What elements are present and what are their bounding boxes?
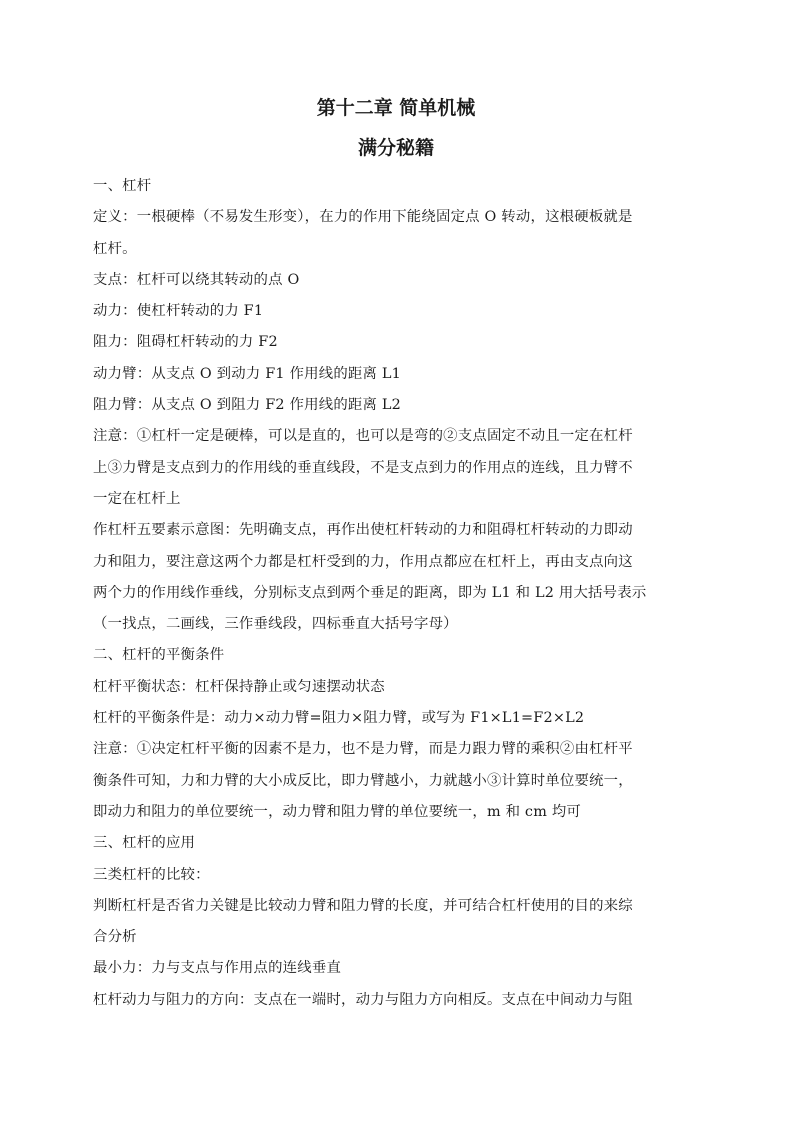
text-line: 力和阻力，要注意这两个力都是杠杆受到的力，作用点都应在杠杆上，再由支点向这 [93, 553, 633, 570]
text-line: 杠杆。 [93, 240, 137, 257]
text-line: 注意：①杠杆一定是硬棒，可以是直的，也可以是弯的②支点固定不动且一定在杠杆 [93, 428, 633, 445]
text-line: 一、杠杆 [93, 178, 152, 194]
text-line: 阻力臂：从支点 O 到阻力 F2 作用线的距离 L2 [93, 397, 401, 414]
text-line: 衡条件可知，力和力臂的大小成反比，即力臂越小，力就越小③计算时单位要统一， [93, 772, 633, 789]
text-line: （一找点，二画线，三作垂线段，四标垂直大括号字母） [93, 616, 458, 633]
text-line: 上③力臂是支点到力的作用线的垂直线段，不是支点到力的作用点的连线，且力臂不 [93, 459, 633, 476]
text-line: 动力臂：从支点 O 到动力 F1 作用线的距离 L1 [93, 365, 401, 382]
document-page [93, 95, 699, 1016]
text-line: 杠杆动力与阻力的方向：支点在一端时，动力与阻力方向相反。支点在中间动力与阻 [93, 991, 633, 1008]
text-line: 两个力的作用线作垂线，分别标支点到两个垂足的距离，即为 L1 和 L2 用大括号表示 [93, 584, 647, 601]
text-line: 杠杆平衡状态：杠杆保持静止或匀速摆动状态 [93, 678, 385, 695]
text-line: 最小力：力与支点与作用点的连线垂直 [93, 960, 342, 977]
text-line: 阻力：阻碍杠杆转动的力 F2 [93, 334, 278, 351]
text-line: 定义：一根硬棒（不易发生形变），在力的作用下能绕固定点 O 转动，这根硬板就是 [93, 209, 633, 226]
text-line: 一定在杠杆上 [93, 490, 181, 507]
text-line: 即动力和阻力的单位要统一，动力臂和阻力臂的单位要统一，m 和 cm 均可 [93, 803, 581, 820]
body-text [93, 171, 699, 1016]
text-line: 合分析 [93, 929, 137, 946]
text-line: 动力：使杠杆转动的力 F1 [93, 303, 264, 320]
text-line: 判断杠杆是否省力关键是比较动力臂和阻力臂的长度，并可结合杠杆使用的目的来综 [93, 897, 633, 914]
text-line: 作杠杆五要素示意图：先明确支点，再作出使杠杆转动的力和阻碍杠杆转动的力即动 [93, 522, 633, 539]
text-line: 支点：杠杆可以绕其转动的点 O [93, 271, 300, 288]
text-line: 三、杠杆的应用 [93, 835, 196, 852]
chapter-title: 第十二章 简单机械 [316, 97, 476, 119]
text-line: 三类杠杆的比较： [93, 866, 210, 883]
text-line: 注意：①决定杠杆平衡的因素不是力，也不是力臂，而是力跟力臂的乘积②由杠杆平 [93, 741, 633, 758]
text-line: 二、杠杆的平衡条件 [93, 647, 225, 664]
section-subtitle: 满分秘籍 [357, 137, 434, 159]
text-line: 杠杆的平衡条件是：动力×动力臂=阻力×阻力臂，或写为 F1×L1=F2×L2 [93, 710, 585, 727]
